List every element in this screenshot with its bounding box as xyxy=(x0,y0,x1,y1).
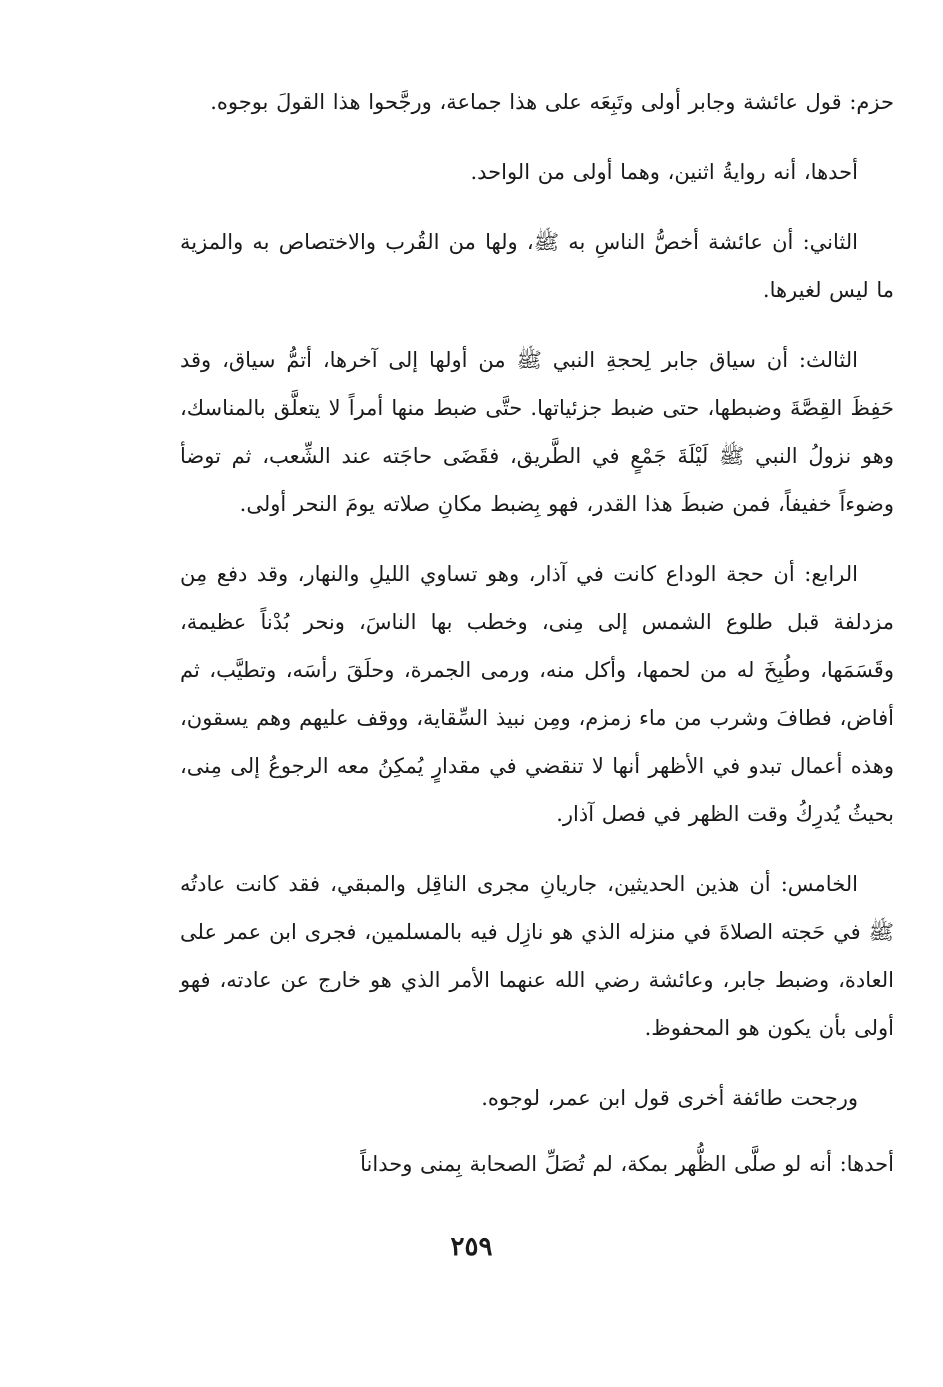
paragraph-other-opinion: ورجحت طائفة أخرى قول ابن عمر، لوجوه. xyxy=(481,1086,858,1110)
paragraph-third-reason: الثالث: أن سياق جابر لِحجةِ النبي ﷺ من أولها إلى آخرها، أتمُّ سياق، وقد حَفِظَ القِصَّةَ وضبطها، حتى ضبط جزئياتها. حتَّى ضبط منها أمراً لا يتعلَّق بالمناسك، وهو نزولُ النبي ﷺ لَيْلَةَ جَمْعٍ في الطَّريق، فقَضَى حاجَته عند الشِّعب، ثم توضأ وضوءاً خفيفاً، فمن ضبطَ هذا القدر، فهو بِضبط مكانِ صلاته يومَ النحر أولى. xyxy=(180,348,894,516)
paragraph-other-first-reason: أحدها: أنه لو صلَّى الظُّهر بمكة، لم تُصَلِّ الصحابة بِمنى وحداناً xyxy=(360,1152,894,1176)
paragraph-first-reason: أحدها، أنه روايةُ اثنين، وهما أولى من الواحد. xyxy=(470,160,858,184)
paragraph-intro: حزم: قول عائشة وجابر أولى وتَبِعَه على هذا جماعة، ورجَّحوا هذا القولَ بوجوه. xyxy=(210,90,894,114)
page-number: ٢٥٩ xyxy=(450,1232,493,1262)
paragraph-fourth-reason: الرابع: أن حجة الوداع كانت في آذار، وهو تساوي الليلِ والنهار، وقد دفع مِن مزدلفة قبل طلوع الشمس إلى مِنى، وخطب بها الناسَ، ونحر بُدْناً عظيمة، وقَسَمَها، وطُبِخَ له من لحمها، وأكل منه، ورمى الجمرة، وحلَقَ رأسَه، وتطيَّب، ثم أفاض، فطافَ وشرب من ماء زمزم، ومِن نبيذ السِّقاية، ووقف عليهم وهم يسقون، وهذه أعمال تبدو في الأظهر أنها لا تنقضي في مقدارٍ يُمكِنُ معه الرجوعُ إلى مِنى، بحيثُ يُدرِكُ وقت الظهر في فصل آذار. xyxy=(180,562,894,826)
page-body xyxy=(180,78,894,1206)
paragraph-second-reason: الثاني: أن عائشة أخصُّ الناسِ به ﷺ، ولها من القُرب والاختصاص به والمزية ما ليس لغيرها. xyxy=(180,230,894,302)
paragraph-fifth-reason: الخامس: أن هذين الحديثين، جاريانِ مجرى الناقِل والمبقي، فقد كانت عادتُه ﷺ في حَجته الصلاةَ في منزله الذي هو نازِل فيه بالمسلمين، فجرى ابن عمر على العادة، وضبط جابر، وعائشة رضي الله عنهما الأمر الذي هو خارج عن عادته، فهو أولى بأن يكون هو المحفوظ. xyxy=(180,872,894,1040)
